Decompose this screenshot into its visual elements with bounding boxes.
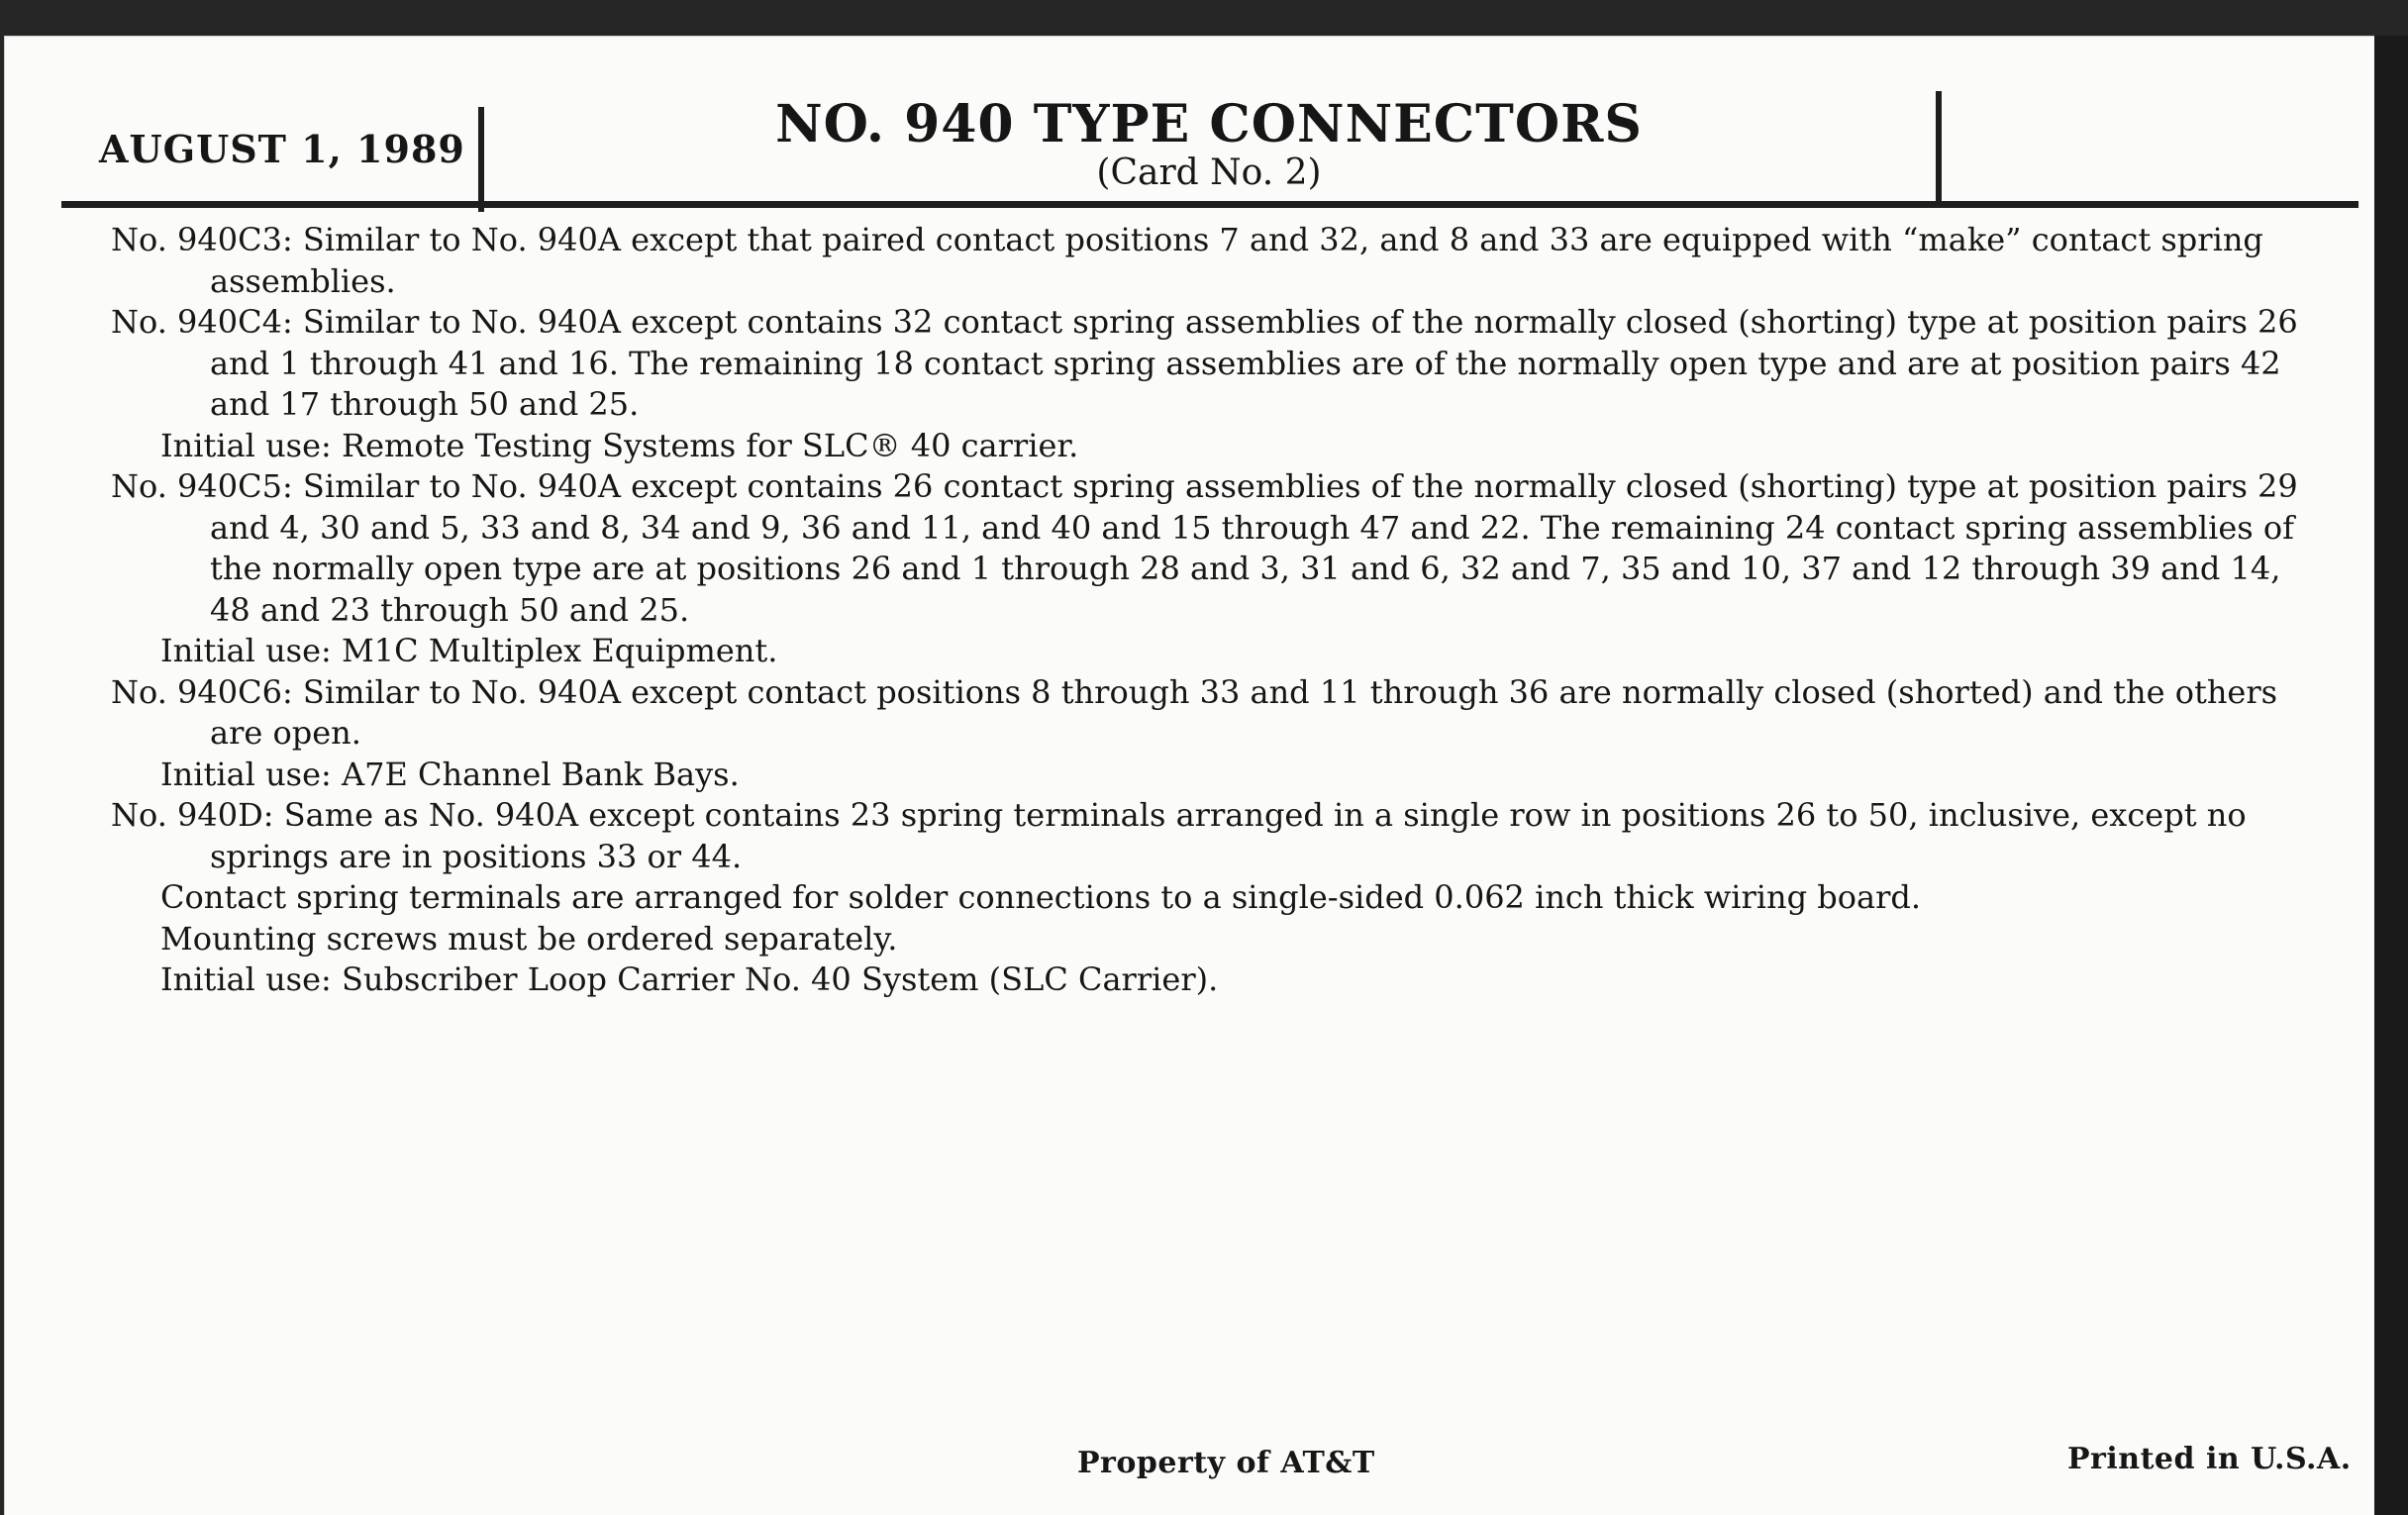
entry-940c3 xyxy=(111,220,2313,302)
header-divider-left xyxy=(478,107,484,212)
header-divider-right xyxy=(1936,91,1942,202)
entry-description: No. 940C6: Similar to No. 940A except contact positions 8 through 33 and 11 through 36 are normally closed (shorted) and the others are open. xyxy=(111,672,2278,752)
card-title-block xyxy=(485,94,1933,194)
note-solder-connections: Contact spring terminals are arranged for solder connections to a single-sided 0.062 inch thick wiring board. xyxy=(160,878,1922,916)
entry-initial-use: Initial use: Remote Testing Systems for SLC® 40 carrier. xyxy=(160,426,1079,464)
entry-940d xyxy=(111,795,2313,1001)
entry-940c6 xyxy=(111,672,2313,796)
scan-edge xyxy=(2374,36,2408,1515)
card-title: NO. 940 TYPE CONNECTORS xyxy=(775,94,1643,154)
entry-initial-use: Initial use: A7E Channel Bank Bays. xyxy=(160,755,740,793)
entry-description: No. 940C5: Similar to No. 940A except contains 26 contact spring assemblies of the normally closed (shorting) type at position pairs 29 and 4, 30 and 5, 33 and 8, 34 and 9, 36 and 11, and 40 and 15 through 47 and 22. The remaining 24 contact spring assemblies of the normally open type are at positions 26 and 1 through 28 and 3, 31 and 6, 32 and 7, 35 and 10, 37 and 12 through 39 and 14, 48 and 23 through 50 and 25. xyxy=(111,467,2298,629)
card-body xyxy=(111,220,2313,1001)
entry-initial-use: Initial use: M1C Multiplex Equipment. xyxy=(160,632,778,669)
entry-940c4 xyxy=(111,302,2313,466)
header-rule xyxy=(61,201,2358,208)
note-mounting-screws: Mounting screws must be ordered separately. xyxy=(160,919,898,958)
entry-description: No. 940C3: Similar to No. 940A except that paired contact positions 7 and 32, and 8 and 33 are equipped with “make” contact spring assemblies. xyxy=(111,221,2263,300)
entry-description: No. 940D: Same as No. 940A except contains 23 spring terminals arranged in a single row in positions 26 to 50, inclusive, except no springs are in positions 33 or 44. xyxy=(111,796,2247,875)
entry-940c5 xyxy=(111,466,2313,672)
issue-date: AUGUST 1, 1989 xyxy=(99,127,465,171)
entry-description: No. 940C4: Similar to No. 940A except contains 32 contact spring assemblies of the normally closed (shorting) type at position pairs 26 and 1 through 41 and 16. The remaining 18 contact spring assemblies are of the normally open type and are at position pairs 42 and 17 through 50 and 25. xyxy=(111,303,2298,423)
footer-printed: Printed in U.S.A. xyxy=(2067,1442,2352,1476)
footer-property: Property of AT&T xyxy=(1077,1446,1375,1480)
card-subtitle: (Card No. 2) xyxy=(1096,152,1322,193)
note-initial-use: Initial use: Subscriber Loop Carrier No. 40 System (SLC Carrier). xyxy=(160,960,1219,998)
